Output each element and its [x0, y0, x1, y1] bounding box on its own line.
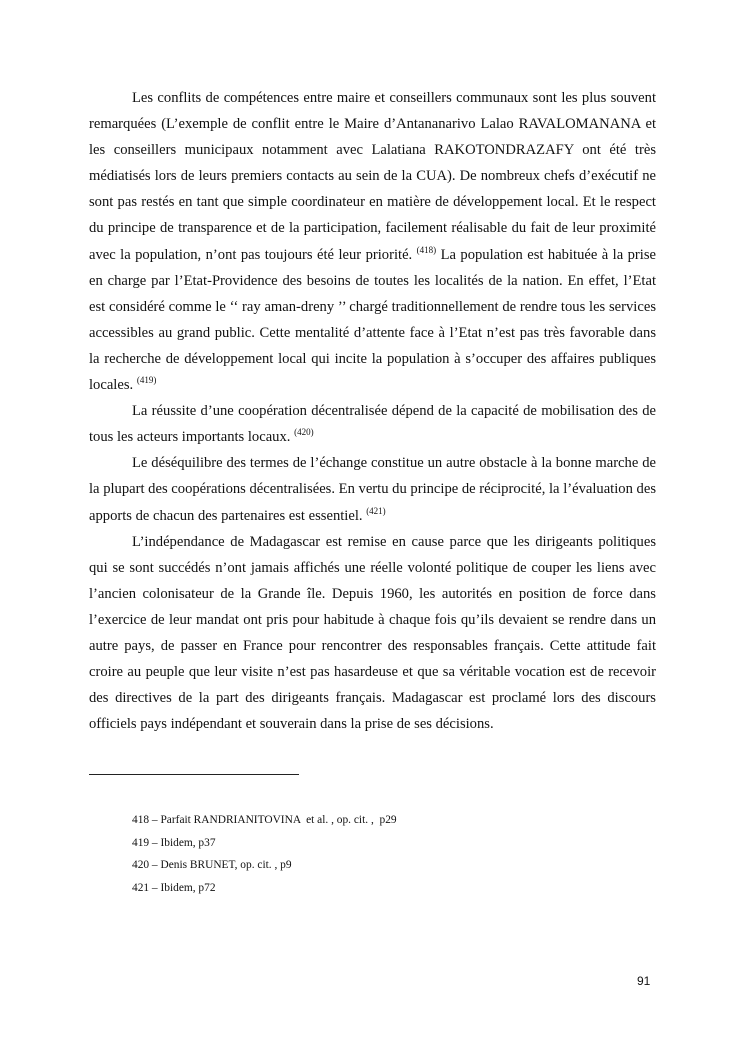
paragraph-1: [89, 85, 656, 398]
footnote-ref-418: (418): [416, 244, 437, 255]
footnotes: [132, 813, 632, 903]
paragraph-1-text-continued: La population est habituée à la prise en charge par l’Etat-Providence des besoins de toutes les localités de la nation. En effet, l’Etat est considéré comme le ‘‘ ray aman-dreny ’’ chargé traditionnellement de rendre tous les services accessibles au grand public. Cette mentalité d’attente face à l’Etat n’est pas très favorable dans la recherche de développement local qui incite la population à s’occuper des affaires publiques locales.: [89, 246, 657, 394]
body-text: [89, 85, 656, 737]
paragraph-4: [89, 529, 656, 738]
footnote-ref-419: (419): [136, 375, 157, 386]
footnote-421: 421 – Ibidem, p72: [132, 881, 216, 894]
paragraph-4-text: L’indépendance de Madagascar est remise en cause parce que les dirigeants politiques qui se sont succédés n’ont jamais affichés une réelle volonté politique de couper les liens avec l’ancien colonisateur de la Grande île. Depuis 1960, les autorités en position de force dans l’exercice de leur mandat ont pris pour habitude à chaque fois qu’ils devaient se rendre dans un autre pays, de passer en France pour rencontrer des responsables français. Cette attitude fait croire au peuple que leur visite n’est pas hasardeuse et que sa véritable vocation est de recevoir des directives de la part des dirigeants français. Madagascar est proclamé lors des discours officiels pays indépendant et souverain dans la prise de ses décisions.: [89, 533, 656, 733]
footnote-ref-420: (420): [294, 427, 314, 438]
paragraph-2-text: La réussite d’une coopération décentralisée dépend de la capacité de mobilisation des de tous les acteurs importants locaux.: [89, 403, 656, 446]
paragraph-2: [89, 398, 656, 450]
footnote-420: 420 – Denis BRUNET, op. cit. , p9: [132, 859, 292, 871]
paragraph-3-text: Le déséquilibre des termes de l’échange constitue un autre obstacle à la bonne marche de la plupart des coopérations décentralisées. En vertu du principe de réciprocité, la l’évaluation des apports de chacun des partenaires est essentiel.: [89, 455, 656, 524]
paragraph-1-text: Les conflits de compétences entre maire et conseillers communaux sont les plus souvent remarquées (L’exemple de conflit entre le Maire d’Antananarivo Lalao RAVALOMANANA et les conseillers municipaux notamment avec Lalatiana RAKOTONDRAZAFY ont été très médiatisés lors de leurs premiers contacts au sein de la CUA). De nombreux chefs d’exécutif ne sont pas restés en tant que simple coordinateur en matière de développement local. Et le respect du principe de transparence et de la participation, facilement réalisable du fait de leur proximité avec la population, n’ont pas toujours été leur priorité.: [89, 90, 656, 263]
footnote-ref-421: (421): [366, 505, 386, 516]
paragraph-3: [89, 450, 656, 528]
footnote-419: 419 – Ibidem, p37: [132, 836, 216, 849]
footnote-separator: [89, 774, 299, 775]
footnote-418: 418 – Parfait RANDRIANITOVINA et al. , op. cit. , p29: [132, 814, 397, 826]
page-number: 91: [637, 974, 651, 988]
